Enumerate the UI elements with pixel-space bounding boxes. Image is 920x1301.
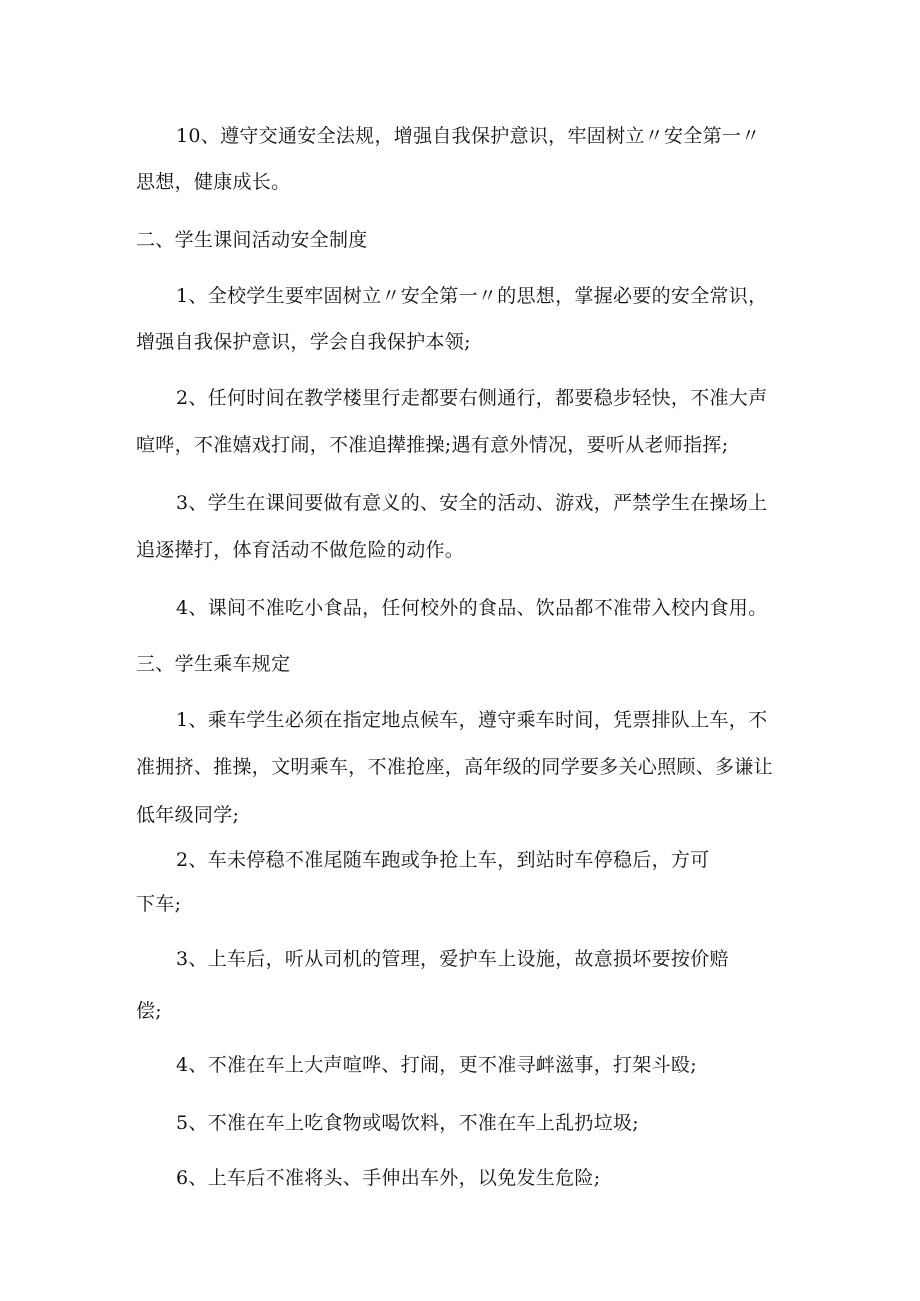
rule-10-line-1: 10、遵守交通安全法规，增强自我保护意识，牢固树立〃安全第一〃 <box>176 125 761 147</box>
bus-rule-1-line-3: 低年级同学; <box>136 804 240 826</box>
bus-rule-6: 6、上车后不准将头、手伸出车外，以免发生危险; <box>176 1167 601 1189</box>
recess-rule-4: 4、课间不准吃小食品，任何校外的食品、饮品都不准带入校内食用。 <box>176 597 768 619</box>
recess-rule-1-line-2: 增强自我保护意识，学会自我保护本领; <box>136 331 471 353</box>
recess-rule-3-line-2: 追逐撵打，体育活动不做危险的动作。 <box>136 539 465 561</box>
bus-rule-4: 4、不准在车上大声喧哗、打闹，更不准寻衅滋事，打架斗殴; <box>176 1054 697 1076</box>
section-heading-2: 二、学生课间活动安全制度 <box>136 229 368 251</box>
bus-rule-1-line-2: 准拥挤、推操，文明乘车，不准抢座，高年级的同学要多关心照顾、多谦让 <box>136 756 773 778</box>
recess-rule-3-line-1: 3、学生在课间要做有意义的、安全的活动、游戏，严禁学生在操场上 <box>176 492 768 514</box>
bus-rule-5: 5、不准在车上吃食物或喝饮料，不准在车上乱扔垃圾; <box>176 1112 639 1134</box>
recess-rule-1-line-1: 1、全校学生要牢固树立〃安全第一〃的思想，掌握必要的安全常识， <box>176 285 768 307</box>
bus-rule-1-line-1: 1、乘车学生必须在指定地点候车，遵守乘车时间，凭票排队上车，不 <box>176 709 768 731</box>
bus-rule-2-line-2: 下车; <box>136 893 182 915</box>
recess-rule-2-line-1: 2、任何时间在教学楼里行走都要右侧通行，都要稳步轻快，不准大声 <box>176 387 768 409</box>
bus-rule-3-line-2: 偿; <box>136 1000 163 1022</box>
bus-rule-2-line-1: 2、车未停稳不准尾随车跑或争抢上车，到站时车停稳后，方可 <box>176 849 710 871</box>
recess-rule-2-line-2: 喧哗，不准嬉戏打闹，不准追撵推操;遇有意外情况，要听从老师指挥; <box>136 434 729 456</box>
section-heading-3: 三、学生乘车规定 <box>136 653 291 675</box>
bus-rule-3-line-1: 3、上车后，听从司机的管理，爱护车上设施，故意损坏要按价赔 <box>176 948 729 970</box>
rule-10-line-2: 思想，健康成长。 <box>136 171 291 193</box>
